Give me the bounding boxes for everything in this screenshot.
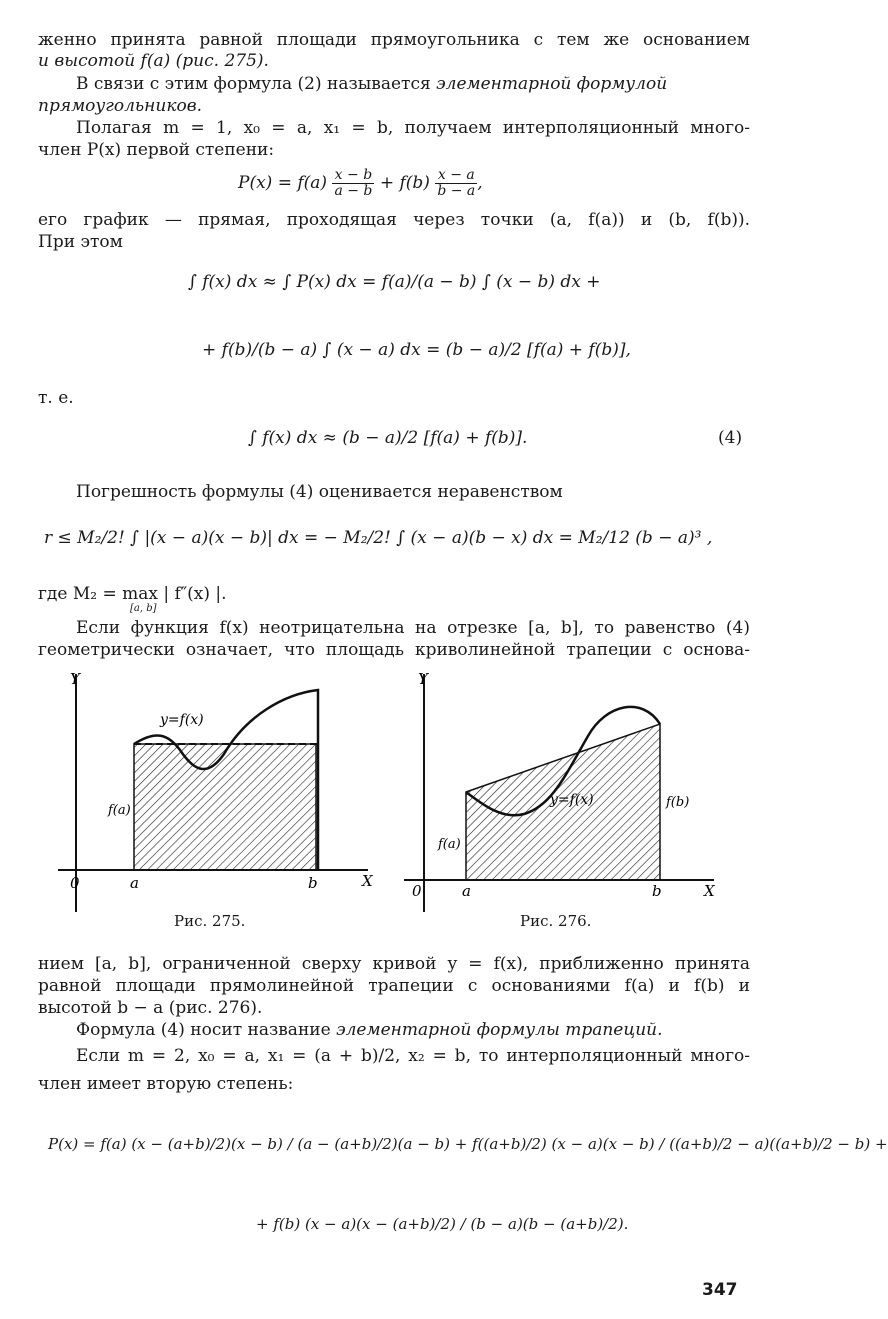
eq-p1-frac2-num: x − a (435, 168, 477, 184)
fig2-fb-label: f(b) (666, 795, 690, 810)
text-line-13: геометрически означает, что площадь криволинейной трапеции с основа- (38, 640, 750, 660)
eq-p1-frac1-den: a − b (334, 183, 373, 199)
text-line-5: Полагая m = 1, x₀ = a, x₁ = b, получаем интерполяционный много- (76, 118, 750, 138)
text-line-12: Если функция f(x) неотрицательна на отрезке [a, b], то равенство (4) (76, 618, 750, 638)
fig1-origin-label: 0 (70, 874, 80, 892)
text-line-11-sub: [a, b] (130, 603, 157, 614)
figure-276-caption: Рис. 276. (520, 912, 592, 930)
text-line-16: высотой b − a (рис. 276). (38, 998, 263, 1018)
fig1-axis-y-label: Y (70, 670, 80, 688)
text-line-14: нием [a, b], ограниченной сверху кривой y = f(x), приближенно принята (38, 954, 750, 974)
text-line-17-plain: Формула (4) носит название (76, 1020, 337, 1040)
text-line-19: член имеет вторую степень: (38, 1074, 294, 1094)
fig2-fa-label: f(a) (438, 837, 461, 852)
eq-p1-frac1-num: x − b (332, 168, 374, 184)
eq-p1-lhs: P(x) = f(a) (238, 173, 328, 193)
fig2-a-label: a (462, 882, 471, 900)
text-line-18: Если m = 2, x₀ = a, x₁ = (a + b)/2, x₂ = b, то интерполяционный много- (76, 1046, 750, 1066)
eq-p1-frac2-den: b − a (437, 183, 476, 199)
fig1-fa-label: f(a) (108, 803, 131, 818)
text-line-1: женно принята равной площади прямоугольника с тем же основанием (38, 30, 750, 50)
text-line-3-plain: В связи с этим формула (2) называется (76, 74, 437, 94)
text-line-17 (76, 1020, 663, 1040)
fig1-curve-label: y=f(x) (160, 712, 204, 728)
text-line-9: т. е. (38, 388, 74, 408)
eq-p1-end: , (477, 173, 483, 193)
eq-p1-frac2 (435, 168, 477, 199)
text-line-4: прямоугольников. (38, 96, 203, 116)
equation-4-number: (4) (718, 428, 743, 448)
eq-p1-mid: + f(b) (379, 173, 430, 193)
fig1-b-label: b (308, 874, 318, 892)
text-line-15: равной площади прямолинейной трапеции с основаниями f(a) и f(b) и (38, 976, 750, 996)
text-line-3-italic: элементарной формулой (436, 74, 668, 94)
fig2-origin-label: 0 (412, 882, 422, 900)
equation-error: r ≤ M₂/2! ∫ |(x − a)(x − b)| dx = − M₂/2! ∫ (x − a)(b − x) dx = M₂/12 (b − a)³ , (44, 528, 713, 548)
text-line-17-italic: элементарной формулы трапеций. (336, 1020, 663, 1040)
fig2-axis-y-label: Y (418, 670, 428, 688)
equation-p1 (238, 168, 483, 199)
text-line-3 (76, 74, 667, 94)
figure-275-caption: Рис. 275. (174, 912, 246, 930)
figure-275 (56, 664, 386, 914)
equation-4: ∫ f(x) dx ≈ (b − a)/2 [f(a) + f(b)]. (248, 428, 528, 448)
page-number: 347 (702, 1280, 738, 1300)
text-line-8: При этом (38, 232, 123, 252)
text-line-7: его график — прямая, проходящая через точки (a, f(a)) и (b, f(b)). (38, 210, 750, 230)
eq-p1-frac1 (332, 168, 374, 199)
equation-p2a: P(x) = f(a) (x − (a+b)/2)(x − b) / (a − (a+b)/2)(a − b) + f((a+b)/2) (x − a)(x − b) / ((a+b)/2 − a)((a+b)/2 − b) + (48, 1135, 888, 1153)
fig2-b-label: b (652, 882, 662, 900)
fig1-a-label: a (130, 874, 139, 892)
equation-2b: + f(b)/(b − a) ∫ (x − a) dx = (b − a)/2 [f(a) + f(b)], (202, 340, 631, 360)
text-line-6: член P(x) первой степени: (38, 140, 275, 160)
equation-2a: ∫ f(x) dx ≈ ∫ P(x) dx = f(a)/(a − b) ∫ (x − b) dx + (188, 272, 601, 292)
fig1-axis-x-label: X (362, 872, 373, 890)
equation-p2b: + f(b) (x − a)(x − (a+b)/2) / (b − a)(b − (a+b)/2). (256, 1215, 629, 1233)
text-line-11: где M₂ = max | f″(x) |. (38, 584, 227, 604)
text-line-2: и высотой f(a) (рис. 275). (38, 51, 269, 71)
figure-276 (402, 664, 732, 914)
fig2-curve-label: y=f(x) (550, 792, 594, 808)
text-line-10: Погрешность формулы (4) оценивается неравенством (76, 482, 563, 502)
fig2-axis-x-label: X (704, 882, 715, 900)
rectangle-area (134, 744, 316, 870)
